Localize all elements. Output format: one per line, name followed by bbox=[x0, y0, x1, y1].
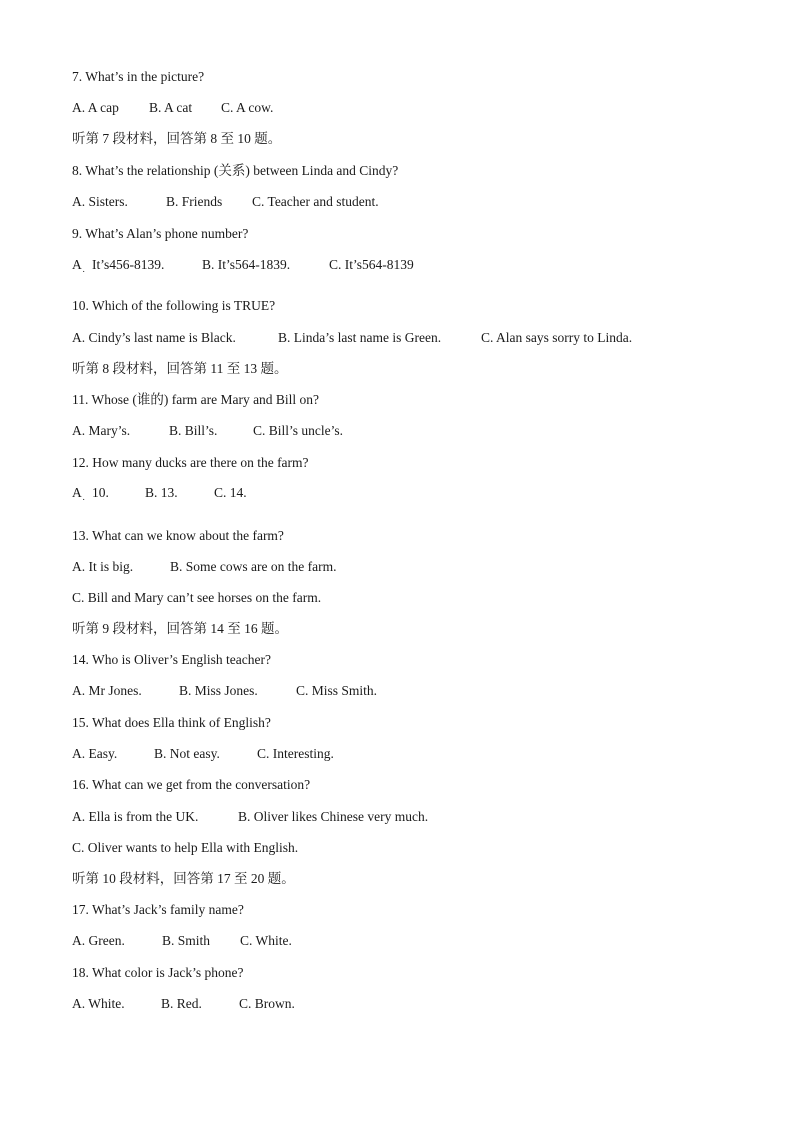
answer-option: C. 14. bbox=[214, 485, 247, 500]
answer-option: C. Interesting. bbox=[257, 746, 334, 761]
answer-option: B. Smith bbox=[162, 933, 211, 948]
section-instruction: 听第 10 段材料，回答第 17 至 20 题。 bbox=[72, 871, 295, 886]
section-instruction: 听第 9 段材料，回答第 14 至 16 题。 bbox=[72, 621, 288, 636]
question-text: 8. What’s the relationship (关系) between Linda and Cindy? bbox=[72, 163, 399, 178]
answer-option: It’s456-8139. bbox=[92, 257, 165, 272]
answer-option: A. Mary’s. bbox=[72, 423, 131, 438]
answer-option: B. Friends bbox=[166, 194, 223, 209]
answer-option: B. It’s564-1839. bbox=[202, 257, 291, 272]
question-text: C. Bill and Mary can’t see horses on the farm. bbox=[72, 590, 322, 605]
answer-option: C. A cow. bbox=[221, 100, 274, 115]
answer-option: B. Red. bbox=[161, 996, 202, 1011]
answer-option: A. Cindy’s last name is Black. bbox=[72, 330, 236, 345]
section-instruction: 听第 8 段材料，回答第 11 至 13 题。 bbox=[72, 361, 288, 376]
question-text: 16. What can we get from the conversation? bbox=[72, 777, 311, 792]
answer-option: C. Teacher and student. bbox=[252, 194, 379, 209]
answer-option: A. Green. bbox=[72, 933, 125, 948]
dot-mark: ˙ bbox=[82, 270, 86, 281]
answer-option: A. It is big. bbox=[72, 559, 134, 574]
answer-option: C. Alan says sorry to Linda. bbox=[481, 330, 633, 345]
answer-option: C. Brown. bbox=[239, 996, 295, 1011]
answer-option: C. Miss Smith. bbox=[296, 683, 378, 698]
answer-option: B. Some cows are on the farm. bbox=[170, 559, 337, 574]
question-text: 9. What’s Alan’s phone number? bbox=[72, 226, 249, 241]
answer-option: B. Bill’s. bbox=[169, 423, 218, 438]
section-instruction: 听第 7 段材料，回答第 8 至 10 题。 bbox=[72, 131, 282, 146]
answer-option: A. Mr Jones. bbox=[72, 683, 142, 698]
question-text: 17. What’s Jack’s family name? bbox=[72, 902, 244, 917]
answer-option: B. Oliver likes Chinese very much. bbox=[238, 809, 429, 824]
answer-option: B. Linda’s last name is Green. bbox=[278, 330, 442, 345]
question-text: 14. Who is Oliver’s English teacher? bbox=[72, 652, 271, 667]
question-text: 11. Whose (谁的) farm are Mary and Bill on? bbox=[72, 392, 320, 407]
answer-option: A. White. bbox=[72, 996, 125, 1011]
answer-option: B. Not easy. bbox=[154, 746, 220, 761]
answer-option: A. Ella is from the UK. bbox=[72, 809, 199, 824]
answer-option: C. Bill’s uncle’s. bbox=[253, 423, 344, 438]
answer-option: B. Miss Jones. bbox=[179, 683, 258, 698]
question-text: 12. How many ducks are there on the farm? bbox=[72, 455, 309, 470]
answer-option: B. A cat bbox=[149, 100, 193, 115]
answer-option: A. Easy. bbox=[72, 746, 118, 761]
question-text: 13. What can we know about the farm? bbox=[72, 528, 284, 543]
answer-option: C. White. bbox=[240, 933, 292, 948]
answer-option: A bbox=[72, 257, 82, 272]
answer-option: A bbox=[72, 485, 82, 500]
answer-option: A. A cap bbox=[72, 100, 119, 115]
answer-option: B. 13. bbox=[145, 485, 178, 500]
question-text: 18. What color is Jack’s phone? bbox=[72, 965, 244, 980]
answer-option: A. Sisters. bbox=[72, 194, 128, 209]
dot-mark: ˙ bbox=[82, 498, 86, 509]
question-text: C. Oliver wants to help Ella with English. bbox=[72, 840, 299, 855]
question-text: 7. What’s in the picture? bbox=[72, 69, 205, 84]
answer-option: 10. bbox=[92, 485, 109, 500]
question-text: 10. Which of the following is TRUE? bbox=[72, 298, 276, 313]
question-text: 15. What does Ella think of English? bbox=[72, 715, 271, 730]
answer-option: C. It’s564-8139 bbox=[329, 257, 414, 272]
